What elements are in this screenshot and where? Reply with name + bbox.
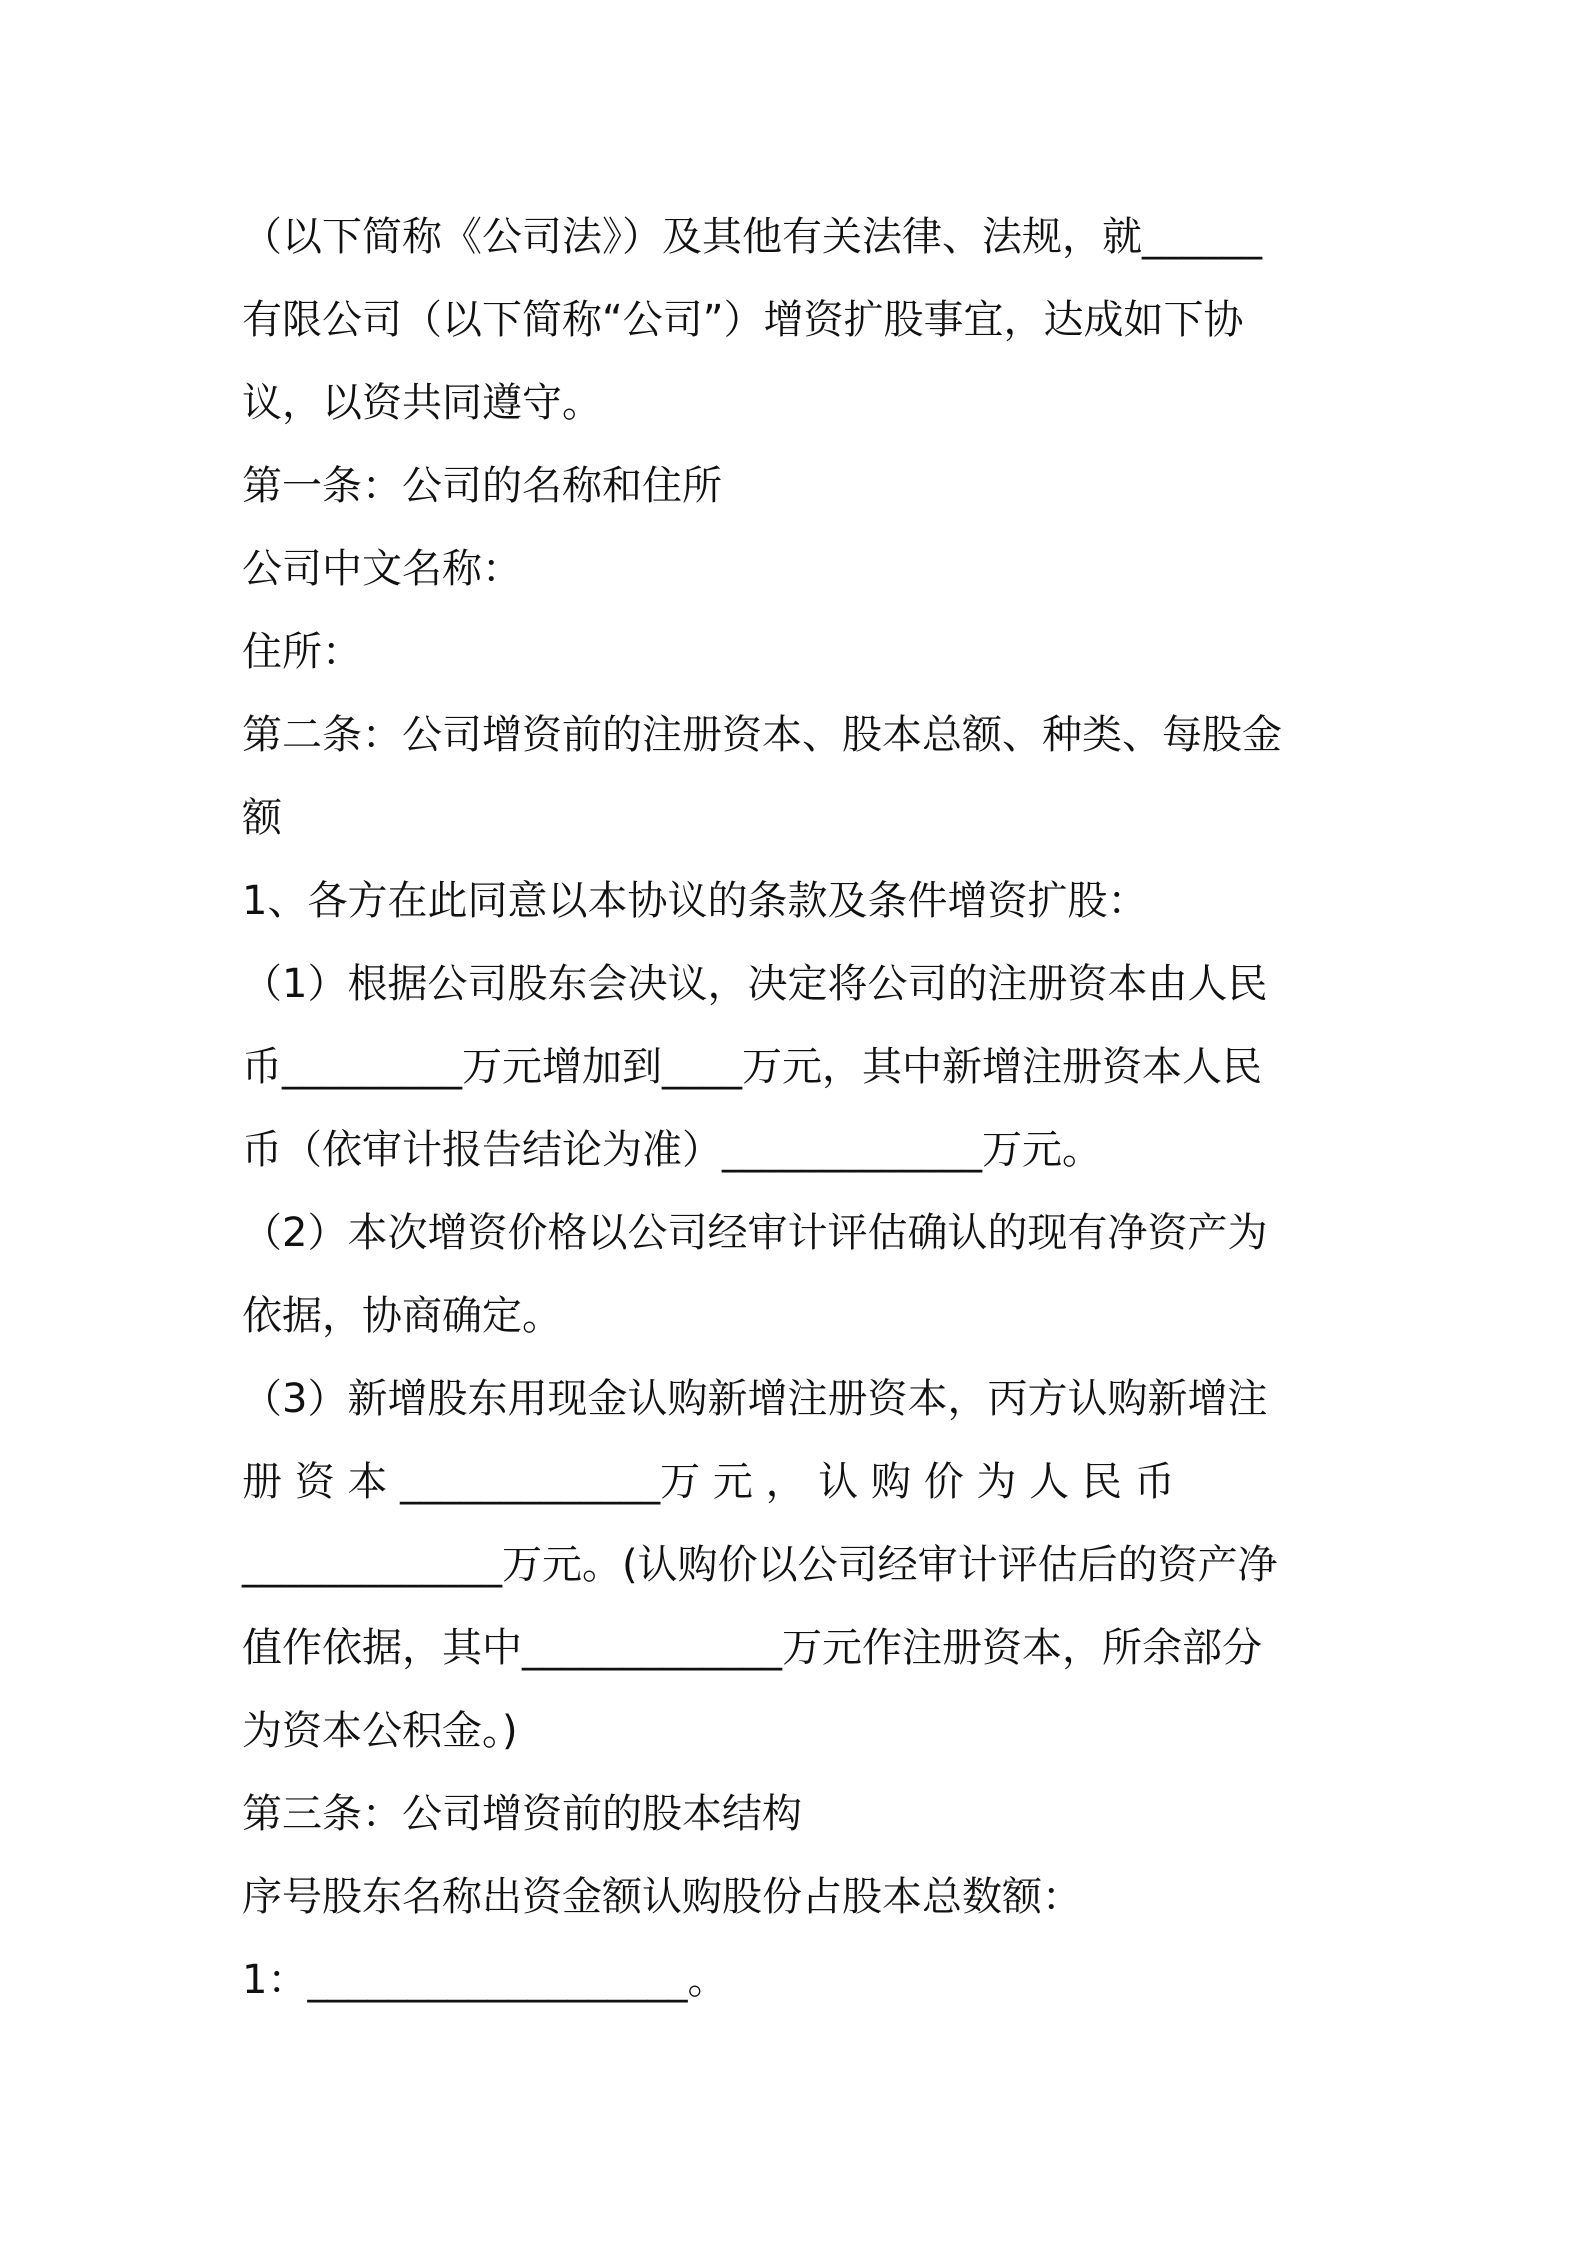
text-line: 住所：: [242, 629, 362, 675]
text-line: 1、各方在此同意以本协议的条款及条件增资扩股：: [242, 878, 1148, 924]
text-line: （3）新增股东用现金认购新增注册资本，丙方认购新增注: [242, 1376, 1268, 1422]
text-line: 依据，协商确定。: [242, 1293, 562, 1339]
text-line: （2）本次增资价格以公司经审计评估确认的现有净资产为: [242, 1210, 1268, 1256]
text-line: 有限公司（以下简称“公司”）增资扩股事宜，达成如下协: [242, 297, 1244, 343]
text-line: 为资本公积金。): [242, 1708, 518, 1754]
document-body: [242, 196, 1352, 2022]
text-line: 币_________万元增加到____万元，其中新增注册资本人民: [242, 1044, 1262, 1090]
text-line: 议，以资共同遵守。: [242, 380, 602, 426]
text-line: 值作依据，其中_____________万元作注册资本，所余部分: [242, 1625, 1262, 1671]
text-line: （以下简称《公司法》）及其他有关法律、法规，就______: [242, 214, 1262, 260]
article-heading: 第一条：公司的名称和住所: [242, 463, 722, 509]
text-line: 册 资 本 _____________万 元 ， 认 购 价 为 人 民 币: [242, 1459, 1175, 1505]
article-heading: 第二条：公司增资前的注册资本、股本总额、种类、每股金: [242, 712, 1282, 758]
text-line: 1：___________________。: [242, 1957, 728, 2003]
text-line: 公司中文名称：: [242, 546, 522, 592]
text-line: 序号股东名称出资金额认购股份占股本总数额：: [242, 1874, 1082, 1920]
article-heading: 额: [242, 795, 282, 841]
text-line: _____________万元。(认购价以公司经审计评估后的资产净: [242, 1542, 1278, 1588]
article-heading: 第三条：公司增资前的股本结构: [242, 1791, 802, 1837]
text-line: （1）根据公司股东会决议，决定将公司的注册资本由人民: [242, 961, 1268, 1007]
text-line: 币（依审计报告结论为准）_____________万元。: [242, 1127, 1102, 1173]
